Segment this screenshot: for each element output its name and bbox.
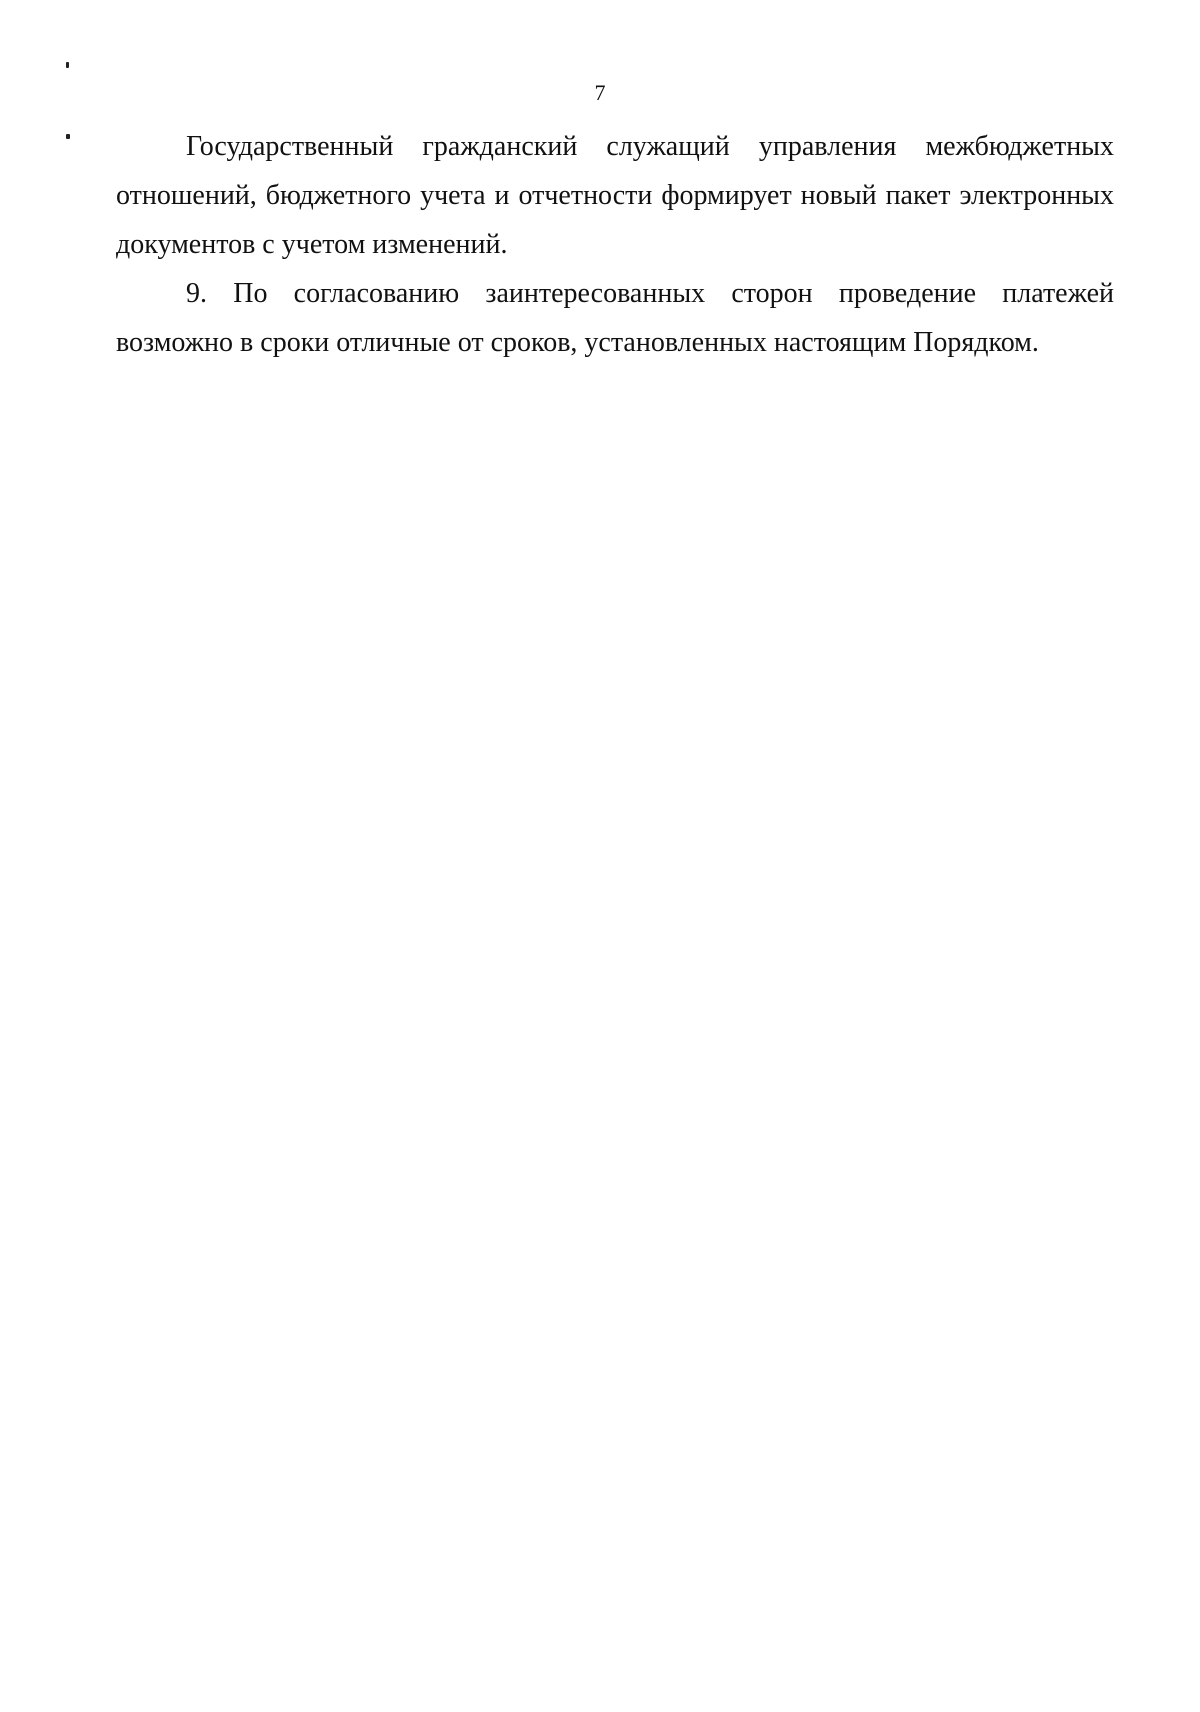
paragraph-civil-servant: Государственный гражданский служащий управления межбюджетных отношений, бюджетного учета и отчетности формирует новый пакет электронных документов с учетом изменений. <box>116 131 1114 260</box>
scan-mark <box>66 62 69 68</box>
page-number: 7 <box>594 80 606 105</box>
scan-mark <box>66 134 70 139</box>
paragraph-payments-item-9: 9. По согласованию заинтересованных сторон проведение платежей возможно в сроки отличные от сроков, установленных настоящим Порядком. <box>116 278 1114 358</box>
document-body <box>116 122 1114 367</box>
